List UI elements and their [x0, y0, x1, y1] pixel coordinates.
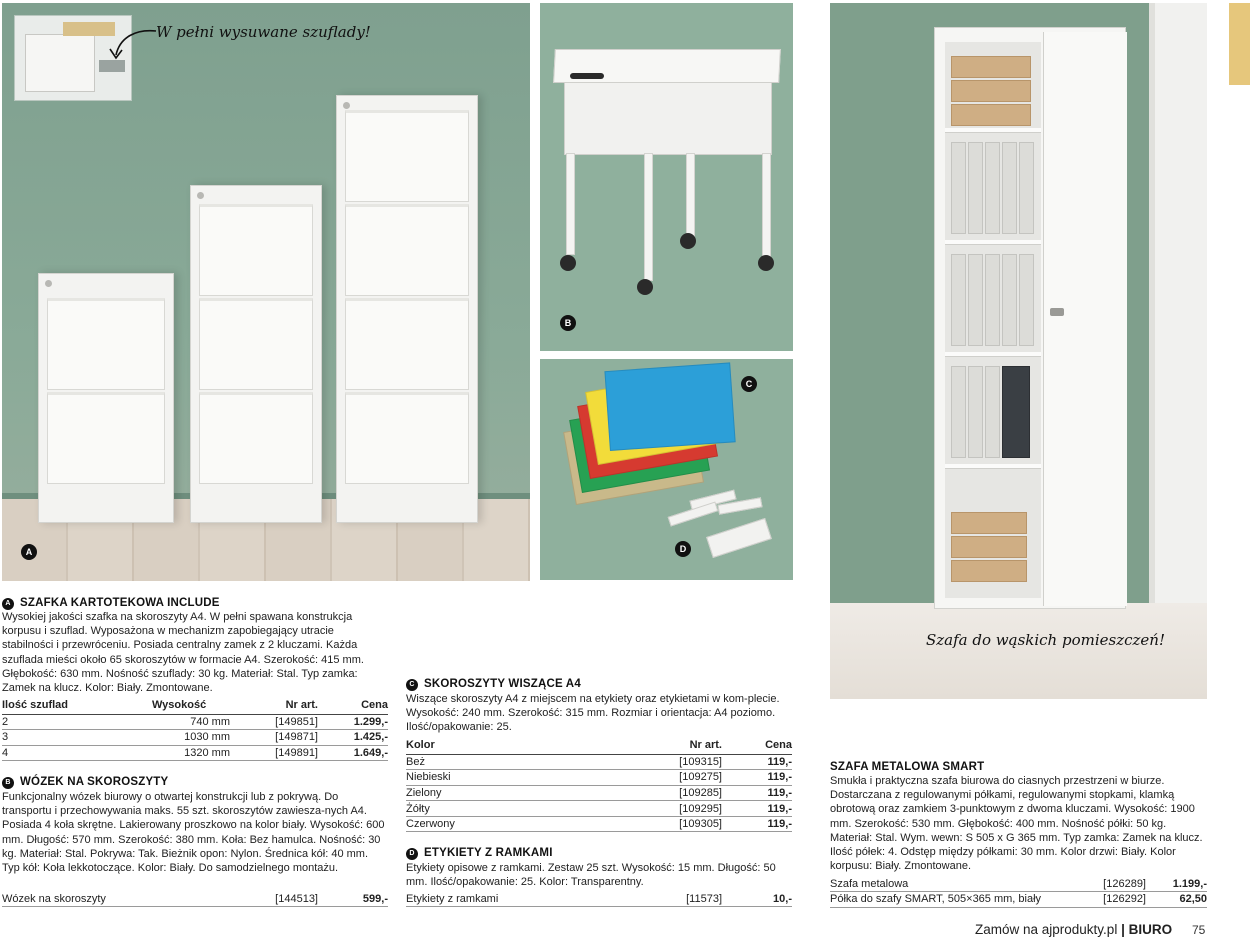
- cabinet-drawer: [345, 110, 469, 202]
- article-number: [109305]: [646, 816, 722, 832]
- price: 1.299,-: [318, 714, 388, 730]
- table-row: [406, 770, 792, 786]
- handwritten-note-wardrobe: Szafa do wąskich pomieszczeń!: [926, 631, 1165, 649]
- wardrobe-interior: [945, 42, 1041, 598]
- footer: [975, 922, 1172, 937]
- column-header: Cena: [318, 699, 388, 714]
- storage-box: [951, 536, 1027, 558]
- wardrobe-shelf: [945, 464, 1041, 469]
- article-number: [149851]: [242, 714, 318, 730]
- badge-c: C: [741, 376, 757, 392]
- article-number: [149871]: [242, 730, 318, 746]
- product-name: Wózek na skoroszyty: [2, 891, 242, 907]
- badge-a: A: [21, 544, 37, 560]
- key-lock-icon: [1050, 308, 1064, 316]
- section-b-title-text: WÓZEK NA SKOROSZYTY: [20, 776, 169, 788]
- price: 599,-: [318, 891, 388, 907]
- binder: [985, 366, 1000, 458]
- storage-box: [951, 104, 1031, 126]
- wardrobe-shelf: [945, 128, 1041, 133]
- table-row: [830, 892, 1207, 908]
- binder: [951, 142, 966, 234]
- folder-blue: [604, 362, 735, 451]
- binder: [968, 366, 983, 458]
- wardrobe-door: [1043, 32, 1127, 606]
- table-row: [406, 816, 792, 832]
- storage-box: [951, 80, 1031, 102]
- article-number: [144513]: [242, 891, 318, 907]
- color-name: Beż: [406, 754, 646, 770]
- table-row: [2, 745, 388, 761]
- price: 10,-: [722, 891, 792, 907]
- section-b-table: [2, 891, 388, 907]
- trolley-leg: [686, 153, 695, 237]
- price: 119,-: [722, 816, 792, 832]
- trolley-leg: [566, 153, 575, 255]
- table-row: [406, 785, 792, 801]
- floor: [830, 603, 1207, 699]
- column-header: Ilość szuflad: [2, 699, 152, 714]
- binder: [985, 254, 1000, 346]
- section-b-title: [2, 776, 168, 789]
- page-number: 75: [1192, 923, 1206, 937]
- section-c-description: Wiszące skoroszyty A4 z miejscem na etykiety oraz etykietami w kom-plecie. Wysokość: 240 mm. Szerokość: 315 mm. Rozmiar i orientacja: A4 poziomo. Ilość/opakowanie: 25.: [406, 693, 780, 734]
- lock-icon: [197, 192, 204, 199]
- trolley-leg: [644, 153, 653, 281]
- cabinet-drawer: [345, 204, 469, 296]
- section-c-table: [406, 739, 792, 832]
- storage-box: [951, 560, 1027, 582]
- footer-link[interactable]: Zamów na ajprodukty.pl: [975, 922, 1118, 937]
- table-header-row: [406, 739, 792, 754]
- trolley-wheel: [560, 255, 576, 271]
- cabinet-drawer: [199, 392, 313, 484]
- height-value: 1320 mm: [152, 745, 242, 761]
- table-row: [2, 714, 388, 730]
- price: 119,-: [722, 785, 792, 801]
- column-header: Cena: [722, 739, 792, 754]
- color-name: Żółty: [406, 801, 646, 817]
- article-number: [109275]: [646, 770, 722, 786]
- binder: [951, 366, 966, 458]
- cabinet-3-drawers: [190, 185, 322, 523]
- binder: [1002, 142, 1017, 234]
- badge-c-small: C: [406, 679, 418, 691]
- section-d-title-text: ETYKIETY Z RAMKAMI: [424, 847, 553, 859]
- column-header: Nr art.: [646, 739, 722, 754]
- wardrobe: [934, 27, 1126, 609]
- article-number: [11573]: [646, 891, 722, 907]
- photo-file-trolley: [540, 3, 793, 351]
- table-row: [2, 730, 388, 746]
- table-row: [406, 801, 792, 817]
- cabinet-drawer: [345, 392, 469, 484]
- table-header-row: [2, 699, 388, 714]
- cabinet-drawer: [199, 204, 313, 296]
- section-d-title: [406, 847, 553, 860]
- binder: [951, 254, 966, 346]
- section-e-table: [830, 876, 1207, 908]
- price: 119,-: [722, 754, 792, 770]
- product-name: Szafa metalowa: [830, 876, 1084, 892]
- table-row: [406, 891, 792, 907]
- wardrobe-shelf: [945, 240, 1041, 245]
- section-e-description: Smukła i praktyczna szafa biurowa do ciasnych przestrzeni w biurze. Dostarczana z regulowanymi półkami, regulowanymi stopkami, klamką obrotową oraz zamkiem 3-punktowym z dwoma kluczami. Wysokość: 1900 mm. Szerokość: 530 mm. Głębokość: 400 mm. Nośność półki: 50 kg. Materiał: Stal. Wym. wewn: S 505 x G 365 mm. Typ zamka: Zamek na klucz. Ilość półek: 4. Odstęp między półkami: 30 mm. Kolor drzwi: Biały. Kolor korpusu: Biały. Zmontowane.: [830, 775, 1203, 873]
- color-name: Zielony: [406, 785, 646, 801]
- trolley-wheel: [637, 279, 653, 295]
- binder: [1002, 254, 1017, 346]
- price: 119,-: [722, 770, 792, 786]
- trolley-body: [564, 81, 772, 155]
- column-header: Kolor: [406, 739, 646, 754]
- column-header: Nr art.: [242, 699, 318, 714]
- height-value: 1030 mm: [152, 730, 242, 746]
- arrow-icon: [106, 25, 162, 65]
- storage-box: [951, 56, 1031, 78]
- footer-section: | BIURO: [1121, 922, 1173, 937]
- price: 1.425,-: [318, 730, 388, 746]
- lock-icon: [45, 280, 52, 287]
- article-number: [109285]: [646, 785, 722, 801]
- drawer-count: 3: [2, 730, 152, 746]
- article-number: [126289]: [1084, 876, 1146, 892]
- color-name: Niebieski: [406, 770, 646, 786]
- trolley-wheel: [680, 233, 696, 249]
- section-b-description: Funkcjonalny wózek biurowy o otwartej konstrukcji lub z pokrywą. Do transportu i przechowywania maks. 55 szt. skoroszytów zawiesza-nych A4. Posiada 4 koła skrętne. Lakierowany proszkowo na kolor biały. Wysokość: 600 mm. Długość: 570 mm. Szerokość: 380 mm. Koła: Bez hamulca. Nośność: 30 kg. Materiał: Stal. Pokrywa: Tak. Bieżnik opon: Nylon. Średnica kół: 40 mm. Typ kół: Koła lekkotoczące. Kolor: Biały. Do samodzielnego montażu.: [2, 791, 385, 875]
- cabinet-drawer: [345, 298, 469, 390]
- binder: [1019, 142, 1034, 234]
- section-a-description: Wysokiej jakości szafka na skoroszyty A4. W pełni spawana konstrukcja korpusu i szuflad. Wyposażona w mechanizm zapobiegający utracie stabilności i przewróceniu. Posiada centralny zamek z 2 kluczami. Każda szuflada mieści około 65 skoroszytów w formacie A4. Szerokość: 415 mm. Głębokość: 630 mm. Nośność szuflady: 30 kg. Materiał: Stal. Typ zamka: Zamek na klucz. Kolor: Biały. Zmontowane.: [2, 611, 364, 695]
- lock-icon: [343, 102, 350, 109]
- badge-b: B: [560, 315, 576, 331]
- section-c-title: [406, 678, 581, 691]
- section-c-title-text: SKOROSZYTY WISZĄCE A4: [424, 678, 581, 690]
- photo-hanging-folders: [540, 359, 793, 580]
- price: 1.199,-: [1146, 876, 1207, 892]
- drawer-detail-cabinet: [25, 34, 95, 92]
- trolley-wheel: [758, 255, 774, 271]
- binder: [1019, 254, 1034, 346]
- column-header: Wysokość: [152, 699, 242, 714]
- price: 119,-: [722, 801, 792, 817]
- handwritten-note-drawers: W pełni wysuwane szuflady!: [156, 23, 371, 41]
- article-number: [109315]: [646, 754, 722, 770]
- trolley-handle: [570, 73, 604, 79]
- label-frame: [706, 518, 772, 558]
- price: 62,50: [1146, 892, 1207, 908]
- cabinet-drawer: [47, 298, 165, 390]
- cabinet-2-drawers: [38, 273, 174, 523]
- binder: [968, 142, 983, 234]
- binder: [1002, 366, 1030, 458]
- table-row: [2, 891, 388, 907]
- table-row: [830, 876, 1207, 892]
- section-a-title: [2, 597, 220, 610]
- article-number: [149891]: [242, 745, 318, 761]
- price: 1.649,-: [318, 745, 388, 761]
- badge-a-small: A: [2, 598, 14, 610]
- section-d-table: [406, 891, 792, 907]
- badge-d-small: D: [406, 848, 418, 860]
- cabinet-drawer: [199, 298, 313, 390]
- product-name: Półka do szafy SMART, 505×365 mm, biały: [830, 892, 1084, 908]
- color-name: Czerwony: [406, 816, 646, 832]
- drawer-count: 4: [2, 745, 152, 761]
- section-a-table: [2, 699, 388, 761]
- section-color-tab: [1229, 3, 1250, 85]
- binder: [968, 254, 983, 346]
- article-number: [109295]: [646, 801, 722, 817]
- door-frame: [1149, 3, 1207, 609]
- storage-box: [951, 512, 1027, 534]
- photo-metal-wardrobe: [830, 3, 1207, 699]
- section-d-description: Etykiety opisowe z ramkami. Zestaw 25 szt. Wysokość: 15 mm. Długość: 50 mm. Ilość/opakowanie: 25. Kolor: Transparentny.: [406, 862, 776, 889]
- badge-d: D: [675, 541, 691, 557]
- trolley-leg: [762, 153, 771, 257]
- article-number: [126292]: [1084, 892, 1146, 908]
- product-name: Etykiety z ramkami: [406, 891, 646, 907]
- height-value: 740 mm: [152, 714, 242, 730]
- section-a-title-text: SZAFKA KARTOTEKOWA INCLUDE: [20, 597, 220, 609]
- table-row: [406, 754, 792, 770]
- binder: [985, 142, 1000, 234]
- drawer-count: 2: [2, 714, 152, 730]
- cabinet-4-drawers: [336, 95, 478, 523]
- section-e-title: SZAFA METALOWA SMART: [830, 761, 985, 773]
- cabinet-drawer: [47, 392, 165, 484]
- photo-filing-cabinets: [2, 3, 530, 581]
- wardrobe-shelf: [945, 352, 1041, 357]
- badge-b-small: B: [2, 777, 14, 789]
